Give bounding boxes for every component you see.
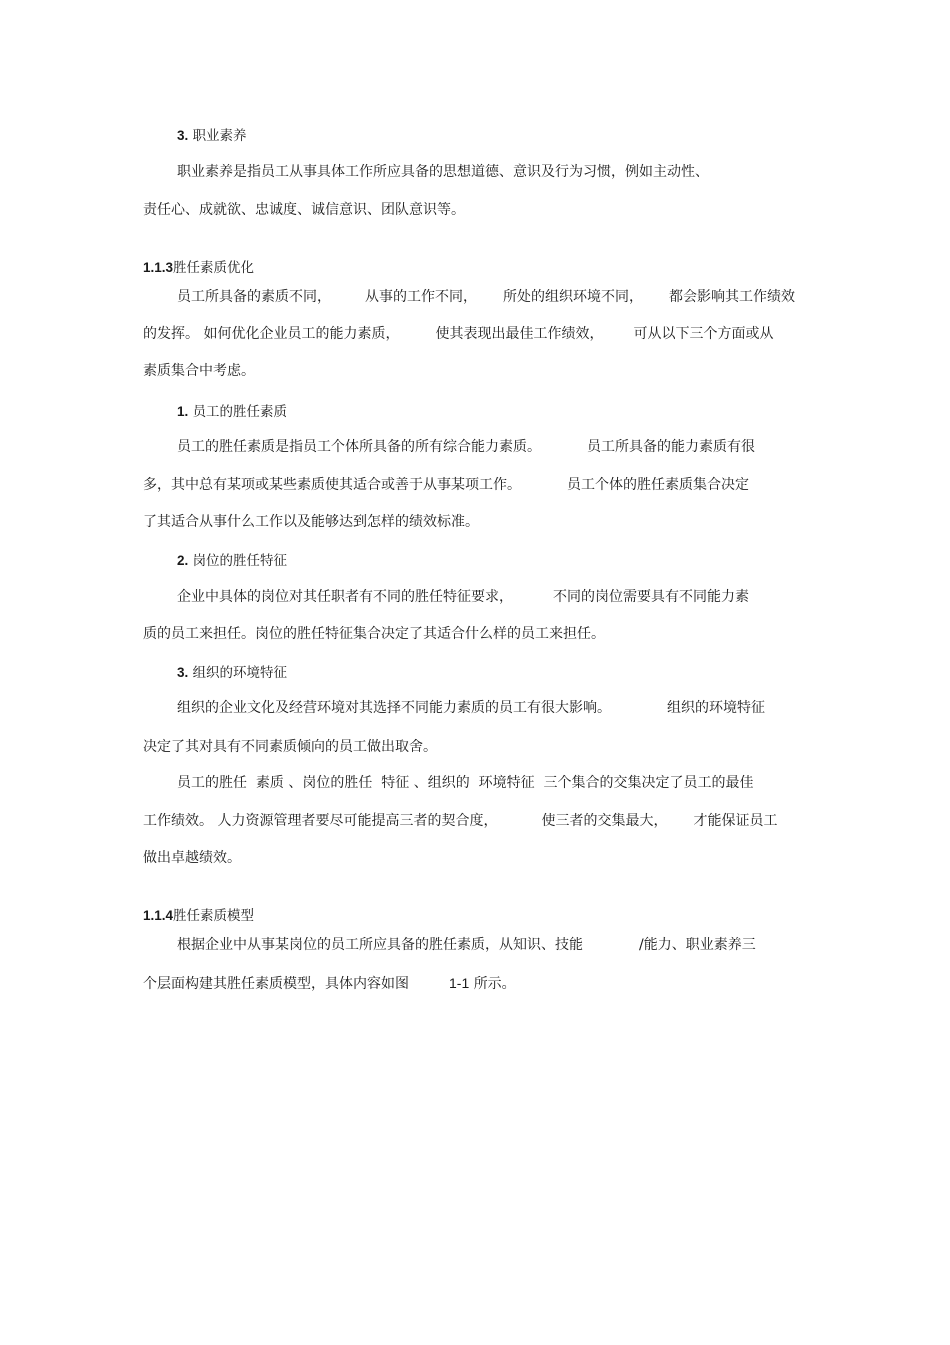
item-number: 3. — [177, 665, 189, 680]
section-heading-1-1-3 — [143, 258, 254, 278]
item-number: 2. — [177, 553, 189, 568]
paragraph-line — [177, 437, 755, 457]
text-run: 不同的岗位需要具有不同能力素 — [553, 589, 749, 605]
text-run: 才能保证员工 — [693, 813, 778, 829]
section-number: 1.1.3 — [143, 260, 174, 275]
item-heading-organization-environment — [177, 663, 287, 683]
text-run: 组织的环境特征 — [667, 700, 765, 716]
item-number: 1. — [177, 404, 189, 419]
text-run: 多，其中总有某项或某些素质使其适合或善于从事某项工作。 — [143, 477, 521, 493]
text-run: 工作绩效。 人力资源管理者要尽可能提高三者的契合度， — [143, 813, 498, 829]
paragraph-line: 职业素养是指员工从事具体工作所应具备的思想道德、意识及行为习惯，例如主动性、 — [177, 164, 709, 180]
paragraph-line: 做出卓越绩效。 — [143, 850, 241, 866]
text-run: /能力、职业素养三 — [639, 937, 756, 953]
text-run: 根据企业中从事某岗位的员工所应具备的胜任素质，从知识、技能 — [177, 937, 583, 953]
text-run: 可从以下三个方面或从 — [633, 326, 774, 342]
text-run: 员工的胜任素质是指员工个体所具备的所有综合能力素质。 — [177, 439, 541, 455]
section-number: 1.1.4 — [143, 908, 174, 923]
heading-number: 3. — [177, 128, 189, 143]
item-heading-position-competency — [177, 551, 287, 571]
section-title: 胜任素质模型 — [173, 908, 255, 924]
text-run: 所处的组织环境不同， — [503, 289, 643, 305]
paragraph-line — [143, 973, 516, 994]
text-run: 员工所具备的素质不同， — [177, 289, 331, 305]
section-heading-1-1-4 — [143, 906, 254, 926]
text-run: 组织的企业文化及经营环境对其选择不同能力素质的员工有很大影响。 — [177, 700, 611, 716]
text-run: 从事的工作不同， — [365, 289, 477, 305]
paragraph-line — [143, 811, 777, 831]
text-run: 使三者的交集最大， — [541, 813, 668, 829]
paragraph-line — [143, 475, 749, 495]
text-run: 使其表现出最佳工作绩效， — [435, 326, 604, 342]
paragraph-line — [143, 324, 773, 344]
heading-professional-quality — [177, 126, 247, 146]
paragraph-line — [177, 698, 765, 718]
text-run: 的发挥。 如何优化企业员工的能力素质， — [143, 326, 400, 342]
paragraph-line: 了其适合从事什么工作以及能够达到怎样的绩效标准。 — [143, 514, 479, 530]
paragraph-line: 责任心、成就欲、忠诚度、诚信意识、团队意识等。 — [143, 202, 465, 218]
paragraph-line: 员工的胜任 素质 、岗位的胜任 特征 、组织的 环境特征 三个集合的交集决定了员工的最佳 — [177, 775, 754, 791]
figure-reference: 1-1 — [449, 975, 470, 991]
heading-title: 职业素养 — [192, 128, 247, 144]
item-heading-employee-competency — [177, 402, 287, 422]
paragraph-line: 质的员工来担任。岗位的胜任特征集合决定了其适合什么样的员工来担任。 — [143, 626, 605, 642]
paragraph-line: 决定了其对具有不同素质倾向的员工做出取舍。 — [143, 739, 437, 755]
paragraph-line — [177, 287, 795, 307]
paragraph-line — [177, 587, 749, 607]
text-run: 个层面构建其胜任素质模型，具体内容如图 — [143, 976, 409, 992]
paragraph-line: 素质集合中考虑。 — [143, 363, 255, 379]
text-run: 企业中具体的岗位对其任职者有不同的胜任特征要求， — [177, 589, 513, 605]
text-run: 员工个体的胜任素质集合决定 — [567, 477, 749, 493]
text-run: 所示。 — [473, 976, 516, 992]
text-run: 都会影响其工作绩效 — [669, 289, 795, 305]
item-title: 岗位的胜任特征 — [192, 553, 288, 569]
section-title: 胜任素质优化 — [173, 260, 255, 276]
paragraph-line — [177, 935, 756, 955]
item-title: 组织的环境特征 — [192, 665, 288, 681]
item-title: 员工的胜任素质 — [192, 404, 288, 420]
text-run: 员工所具备的能力素质有很 — [587, 439, 755, 455]
